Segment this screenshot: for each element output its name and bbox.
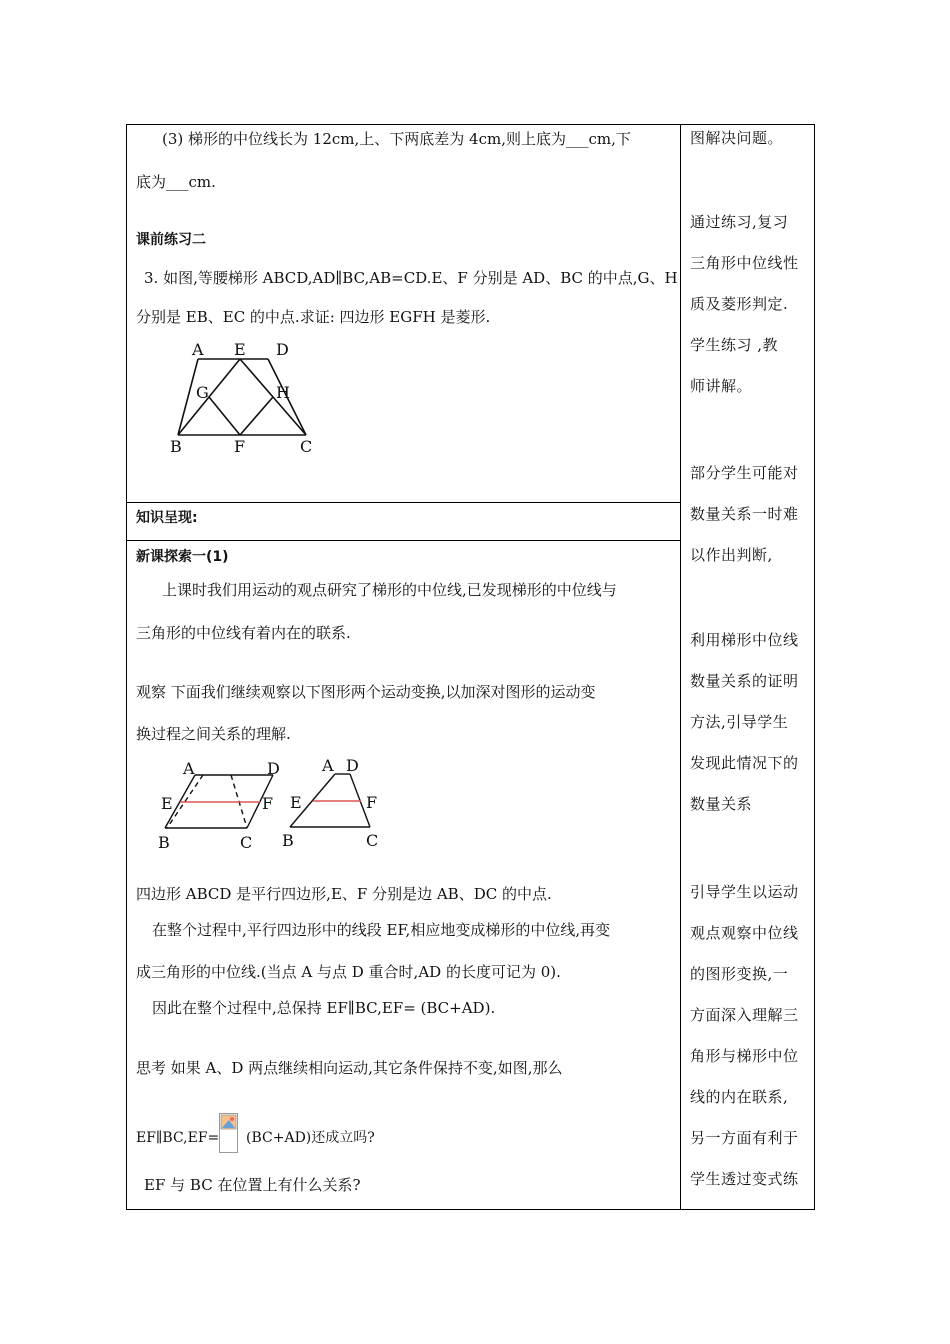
column-divider bbox=[680, 124, 681, 1210]
process-line1: 在整个过程中,平行四边形中的线段 EF,相应地变成梯形的中位线,再变 bbox=[152, 921, 611, 939]
note-line: 的图形变换,一 bbox=[690, 965, 789, 983]
label-A: A bbox=[322, 756, 334, 775]
trapezoid-rhombus-figure bbox=[160, 335, 330, 460]
knowledge-title: 知识呈现: bbox=[136, 510, 198, 526]
process-line2: 成三角形的中位线.(当点 A 与点 D 重合时,AD 的长度可记为 0). bbox=[136, 963, 561, 981]
intro-line2: 三角形的中位线有着内在的联系. bbox=[136, 624, 351, 642]
label-C: C bbox=[300, 437, 313, 456]
label-B: B bbox=[282, 831, 294, 850]
notes-group-1 bbox=[690, 118, 810, 159]
note-line: 部分学生可能对 bbox=[690, 464, 799, 482]
label-F: F bbox=[234, 437, 246, 456]
label-C: C bbox=[240, 833, 253, 852]
note-line: 图解决问题。 bbox=[690, 129, 784, 147]
proof-question-line1: 3. 如图,等腰梯形 ABCD,AD∥BC,AB=CD.E、F 分别是 AD、BC 的中点,G、H bbox=[144, 269, 678, 287]
exercise-2-title: 课前练习二 bbox=[136, 232, 206, 248]
note-line: 学生透过变式练 bbox=[690, 1170, 799, 1188]
parallelogram-statement: 四边形 ABCD 是平行四边形,E、F 分别是边 AB、DC 的中点. bbox=[136, 885, 552, 903]
think-line2-start: EF∥BC,EF= bbox=[136, 1130, 220, 1146]
label-E: E bbox=[161, 794, 173, 813]
note-line: 三角形中位线性 bbox=[690, 254, 799, 272]
parallelogram-figure bbox=[155, 755, 290, 855]
note-line: 线的内在联系, bbox=[690, 1088, 789, 1106]
question-3-line1: (3) 梯形的中位线长为 12cm,上、下两底差为 4cm,则上底为___cm,下 bbox=[162, 130, 631, 148]
note-line: 观点观察中位线 bbox=[690, 924, 799, 942]
note-line: 另一方面有利于 bbox=[690, 1129, 799, 1147]
note-line: 数量关系 bbox=[690, 795, 753, 813]
note-line: 角形与梯形中位 bbox=[690, 1047, 799, 1065]
therefore-line: 因此在整个过程中,总保持 EF∥BC,EF= (BC+AD). bbox=[152, 999, 496, 1017]
note-line: 通过练习,复习 bbox=[690, 213, 789, 231]
notes-group-5 bbox=[690, 872, 810, 1200]
note-line: 以作出判断, bbox=[690, 546, 773, 564]
row-divider-2 bbox=[126, 540, 681, 541]
label-A: A bbox=[183, 759, 195, 778]
proof-question-line2: 分别是 EB、EC 的中点.求证: 四边形 EGFH 是菱形. bbox=[136, 308, 491, 326]
notes-group-4 bbox=[690, 620, 810, 825]
label-B: B bbox=[158, 833, 170, 852]
label-F: F bbox=[366, 793, 378, 812]
observe-line1: 观察 下面我们继续观察以下图形两个运动变换,以加深对图形的运动变 bbox=[136, 683, 596, 701]
question-3-line2: 底为___cm. bbox=[136, 173, 216, 191]
note-line: 引导学生以运动 bbox=[690, 883, 799, 901]
missing-image-icon bbox=[219, 1113, 238, 1153]
notes-group-2 bbox=[690, 202, 810, 407]
row-divider-1 bbox=[126, 502, 681, 503]
label-D: D bbox=[276, 340, 289, 359]
note-line: 利用梯形中位线 bbox=[690, 631, 799, 649]
label-D: D bbox=[346, 756, 359, 775]
label-H: H bbox=[276, 383, 290, 402]
intro-line1: 上课时我们用运动的观点研究了梯形的中位线,已发现梯形的中位线与 bbox=[162, 581, 617, 599]
label-C: C bbox=[366, 831, 379, 850]
notes-group-3 bbox=[690, 453, 810, 576]
note-line: 师讲解。 bbox=[690, 377, 753, 395]
think-line1: 思考 如果 A、D 两点继续相向运动,其它条件保持不变,如图,那么 bbox=[136, 1059, 563, 1077]
label-E: E bbox=[234, 340, 246, 359]
note-line: 发现此情况下的 bbox=[690, 754, 799, 772]
note-line: 数量关系一时难 bbox=[690, 505, 799, 523]
label-E: E bbox=[290, 793, 302, 812]
observe-line2: 换过程之间关系的理解. bbox=[136, 725, 291, 743]
trapezoid-figure bbox=[280, 750, 390, 850]
note-line: 质及菱形判定. bbox=[690, 295, 789, 313]
note-line: 方法,引导学生 bbox=[690, 713, 789, 731]
label-A: A bbox=[192, 340, 204, 359]
note-line: 数量关系的证明 bbox=[690, 672, 799, 690]
label-G: G bbox=[196, 383, 209, 402]
position-question: EF 与 BC 在位置上有什么关系? bbox=[144, 1176, 361, 1194]
note-line: 学生练习 ,教 bbox=[690, 336, 779, 354]
note-line: 方面深入理解三 bbox=[690, 1006, 799, 1024]
label-D: D bbox=[267, 759, 280, 778]
label-B: B bbox=[170, 437, 182, 456]
label-F: F bbox=[262, 794, 274, 813]
explore-title: 新课探索一(1) bbox=[136, 549, 229, 565]
think-line2-end: (BC+AD)还成立吗? bbox=[246, 1130, 375, 1146]
